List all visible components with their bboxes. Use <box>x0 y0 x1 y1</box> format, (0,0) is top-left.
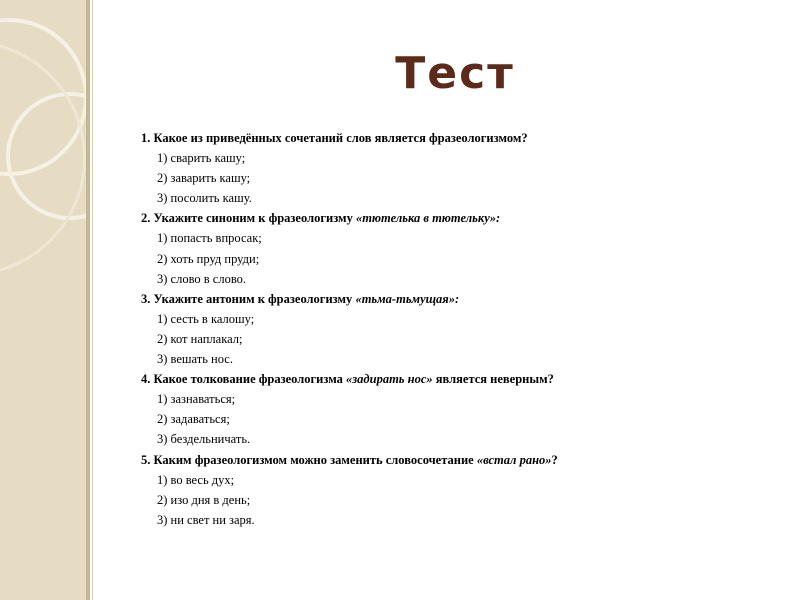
test-content <box>141 128 761 530</box>
question-5-option-3: 3) ни свет ни заря. <box>157 512 255 527</box>
question-1-option-2: 2) заварить кашу; <box>157 171 251 186</box>
question-4-option-2: 2) задаваться; <box>157 412 230 427</box>
question-2-option-1: 1) попасть впросак; <box>157 231 262 246</box>
question-4-option-1: 1) зазнаваться; <box>157 392 236 407</box>
slide-title: Тест <box>395 48 515 99</box>
question-3: 3. Укажите антоним к фразеологизму «тьма-тьмущая»: <box>141 291 460 306</box>
question-1-option-3: 3) посолить кашу. <box>157 191 252 206</box>
question-3-option-1: 1) сесть в калошу; <box>157 311 255 326</box>
question-4: 4. Какое толкование фразеологизма «задирать нос» является неверным? <box>141 372 554 387</box>
sidebar-divider-thin <box>92 0 93 600</box>
question-1-option-1: 1) сварить кашу; <box>157 151 246 166</box>
sidebar-divider <box>86 0 90 600</box>
question-2: 2. Укажите синоним к фразеологизму «тютелька в тютельку»: <box>141 211 501 226</box>
question-5-option-1: 1) во весь дух; <box>157 472 235 487</box>
question-5-option-2: 2) изо дня в день; <box>157 492 251 507</box>
question-2-option-2: 2) хоть пруд пруди; <box>157 251 260 266</box>
decorative-sidebar <box>0 0 86 600</box>
question-3-option-2: 2) кот наплакал; <box>157 331 243 346</box>
question-2-option-3: 3) слово в слово. <box>157 271 247 286</box>
question-1: 1. Какое из приведённых сочетаний слов является фразеологизмом? <box>141 131 528 145</box>
question-3-option-3: 3) вешать нос. <box>157 352 233 367</box>
question-4-option-3: 3) бездельничать. <box>157 432 251 447</box>
question-5: 5. Каким фразеологизмом можно заменить словосочетание «встал рано»? <box>141 452 558 467</box>
